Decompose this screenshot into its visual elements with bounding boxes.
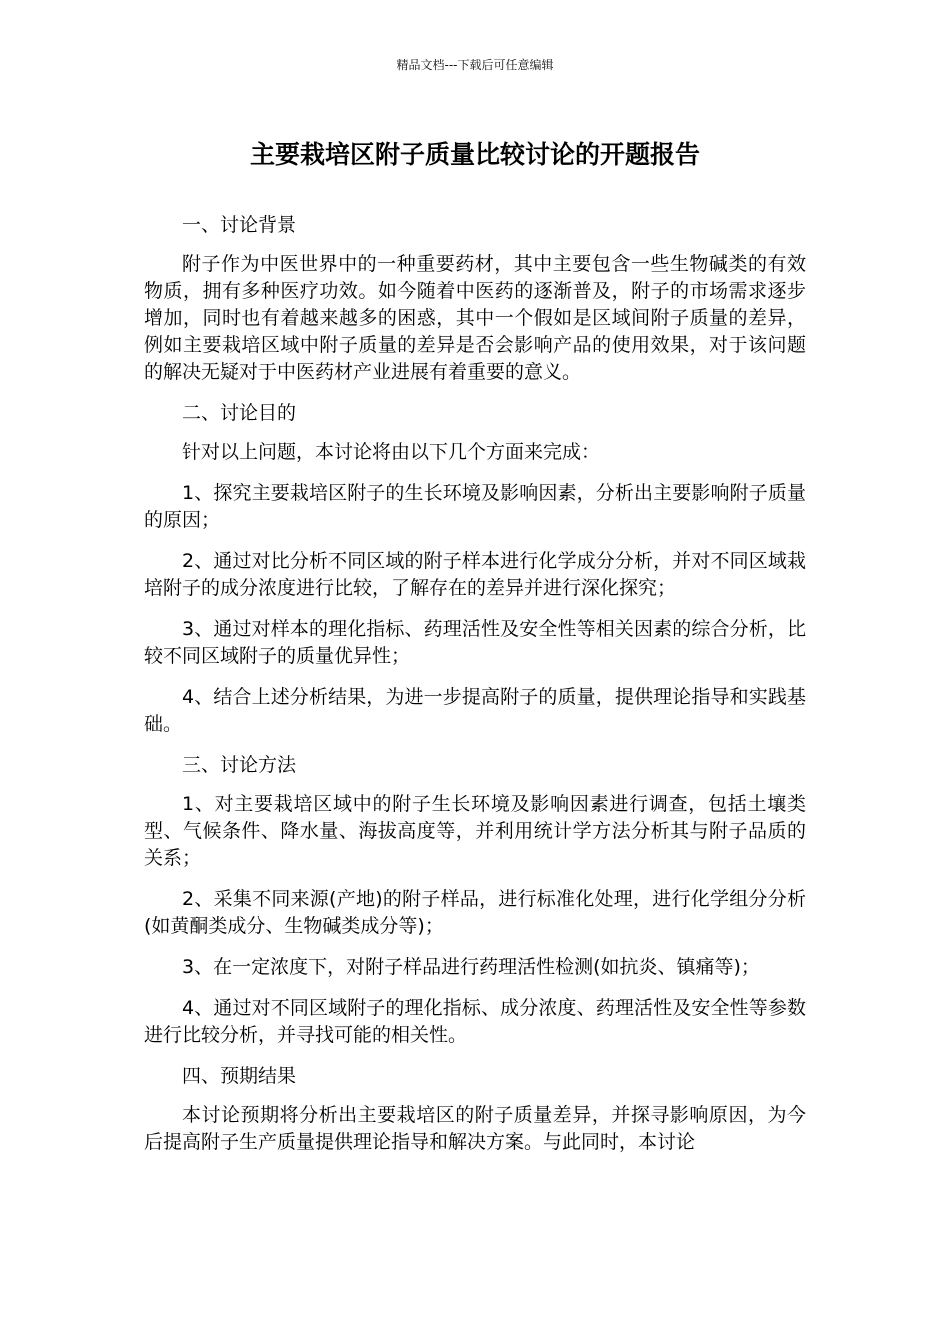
- method-item-2: 2、采集不同来源(产地)的附子样品，进行标准化处理，进行化学组分分析(如黄酮类成分、生物碱类成分等)；: [144, 888, 806, 937]
- document-title: 主要栽培区附子质量比较讨论的开题报告: [249, 140, 700, 169]
- section-heading-expected: 四、预期结果: [182, 1065, 297, 1087]
- section-heading-method: 三、讨论方法: [182, 754, 297, 776]
- purpose-item-4: 4、结合上述分析结果，为进一步提高附子的质量，提供理论指导和实践基础。: [144, 686, 806, 735]
- method-item-4: 4、通过对不同区域附子的理化指标、成分浓度、药理活性及安全性等参数进行比较分析，并寻找可能的相关性。: [144, 997, 806, 1046]
- purpose-intro: 针对以上问题，本讨论将由以下几个方面来完成：: [182, 441, 601, 463]
- method-item-3: 3、在一定浓度下，对附子样品进行药理活性检测(如抗炎、镇痛等)；: [182, 956, 760, 978]
- purpose-item-3: 3、通过对样本的理化指标、药理活性及安全性等相关因素的综合分析，比较不同区域附子的质量优异性；: [144, 618, 806, 667]
- expected-paragraph: 本讨论预期将分析出主要栽培区的附子质量差异，并探寻影响原因，为今后提高附子生产质量提供理论指导和解决方案。与此同时，本讨论: [144, 1104, 806, 1153]
- header-note: 精品文档---下载后可任意编辑: [396, 58, 554, 72]
- background-paragraph: 附子作为中医世界中的一种重要药材，其中主要包含一些生物碱类的有效物质，拥有多种医疗功效。如今随着中医药的逐渐普及，附子的市场需求逐步增加，同时也有着越来越多的困惑，其中一个假如是区域间附子质量的差异，例如主要栽培区域中附子质量的差异是否会影响产品的使用效果，对于该问题的解决无疑对于中医药材产业进展有着重要的意义。: [144, 253, 806, 383]
- purpose-item-2: 2、通过对比分析不同区域的附子样本进行化学成分分析，并对不同区域栽培附子的成分浓度进行比较，了解存在的差异并进行深化探究；: [144, 550, 806, 599]
- section-heading-purpose: 二、讨论目的: [182, 402, 297, 424]
- purpose-item-1: 1、探究主要栽培区附子的生长环境及影响因素，分析出主要影响附子质量的原因；: [144, 482, 806, 531]
- method-item-1: 1、对主要栽培区域中的附子生长环境及影响因素进行调查，包括土壤类型、气候条件、降水量、海拔高度等，并利用统计学方法分析其与附子品质的关系；: [144, 793, 806, 869]
- document-body: [144, 212, 806, 1170]
- section-heading-background: 一、讨论背景: [182, 214, 297, 236]
